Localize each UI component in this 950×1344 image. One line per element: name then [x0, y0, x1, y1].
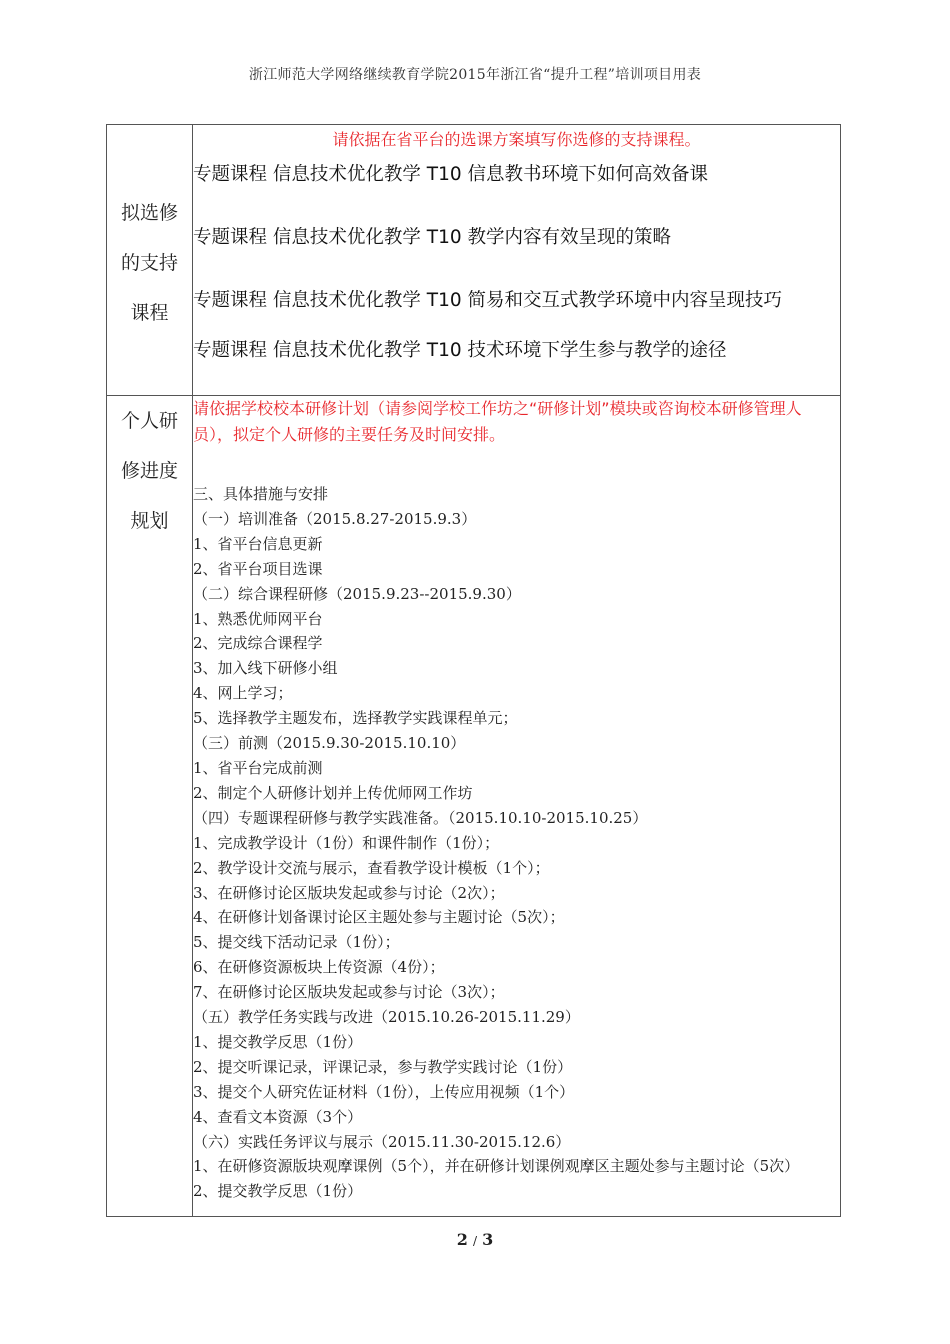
plan-cell [193, 396, 841, 1217]
plan-item: 1、在研修资源版块观摩课例（5个），并在研修计划课例观摩区主题处参与主题讨论（5次） [193, 1157, 800, 1176]
course-item: 专题课程 信息技术优化教学 T10 简易和交互式教学环境中内容呈现技巧 [193, 290, 782, 311]
plan-item: 2、省平台项目选课 [193, 559, 323, 578]
page-total: 3 [482, 1230, 494, 1249]
label-line: 课程 [130, 302, 169, 324]
plan-item: （一）培训准备（2015.8.27-2015.9.3） [193, 509, 477, 528]
plan-item: 4、查看文本资源（3个） [193, 1107, 363, 1126]
plan-item: 7、在研修讨论区版块发起或参与讨论（3次）； [193, 983, 505, 1002]
plan-item: 1、熟悉优师网平台 [193, 609, 323, 628]
plan-item: 2、教学设计交流与展示，查看教学设计模板（1个）； [193, 858, 550, 877]
plan-item: 3、提交个人研究佐证材料（1份），上传应用视频（1个） [193, 1082, 575, 1101]
plan-section-title: 三、具体措施与安排 [193, 485, 329, 503]
label-line: 的支持 [120, 252, 178, 274]
page-number [0, 1230, 950, 1249]
plan-item: 2、完成综合课程学 [193, 634, 323, 653]
plan-item: （二）综合课程研修（2015.9.23--2015.9.30） [193, 584, 521, 603]
label-line: 拟选修 [120, 202, 178, 224]
plan-item: 1、省平台信息更新 [193, 534, 323, 553]
courses-cell [193, 125, 841, 396]
plan-item: 6、在研修资源板块上传资源（4份）； [193, 958, 445, 977]
page-separator: / [472, 1234, 478, 1248]
course-item: 专题课程 信息技术优化教学 T10 技术环境下学生参与教学的途径 [193, 340, 727, 361]
label-line: 规划 [130, 510, 169, 532]
plan-item: 3、加入线下研修小组 [193, 659, 338, 678]
plan-item: （六）实践任务评议与展示（2015.11.30-2015.12.6） [193, 1132, 571, 1151]
plan-item: 2、制定个人研修计划并上传优师网工作坊 [193, 783, 473, 802]
course-item: 专题课程 信息技术优化教学 T10 信息教书环境下如何高效备课 [193, 164, 708, 185]
plan-item: 5、提交线下活动记录（1份）； [193, 933, 400, 952]
label-line: 修进度 [120, 460, 178, 482]
label-cell-plan [107, 396, 193, 1217]
table-row-courses [107, 125, 841, 396]
plan-item: 2、提交听课记录，评课记录，参与教学实践讨论（1份） [193, 1057, 573, 1076]
course-item: 专题课程 信息技术优化教学 T10 教学内容有效呈现的策略 [193, 227, 671, 248]
plan-item: （五）教学任务实践与改进（2015.10.26-2015.11.29） [193, 1008, 580, 1027]
label-line: 个人研 [120, 410, 178, 432]
page-header: 浙江师范大学网络继续教育学院2015年浙江省“提升工程”培训项目用表 [248, 67, 702, 83]
label-cell-courses [107, 125, 193, 396]
plan-item: 1、省平台完成前测 [193, 758, 323, 777]
plan-item: 4、网上学习； [193, 684, 293, 703]
page-current: 2 [456, 1230, 468, 1249]
plan-list [193, 507, 840, 1204]
plan-item: 2、提交教学反思（1份） [193, 1182, 363, 1201]
plan-item: 5、选择教学主题发布，选择教学实践课程单元； [193, 709, 518, 728]
plan-item: 1、提交教学反思（1份） [193, 1032, 363, 1051]
plan-item: （四）专题课程研修与教学实践准备。（2015.10.10-2015.10.25） [193, 808, 648, 827]
training-form-table [106, 124, 841, 1217]
plan-item: （三）前测（2015.9.30-2015.10.10） [193, 734, 466, 753]
plan-item: 3、在研修讨论区版块发起或参与讨论（2次）； [193, 883, 505, 902]
plan-instruction: 请依据学校校本研修计划（请参阅学校工作坊之“研修计划”模块或咨询校本研修管理人员），拟定个人研修的主要任务及时间安排。 [193, 399, 802, 444]
courses-instruction: 请依据在省平台的选课方案填写你选修的支持课程。 [332, 130, 701, 149]
plan-item: 4、在研修计划备课讨论区主题处参与主题讨论（5次）； [193, 908, 565, 927]
table-row-plan [107, 396, 841, 1217]
plan-item: 1、完成教学设计（1份）和课件制作（1份）； [193, 833, 500, 852]
